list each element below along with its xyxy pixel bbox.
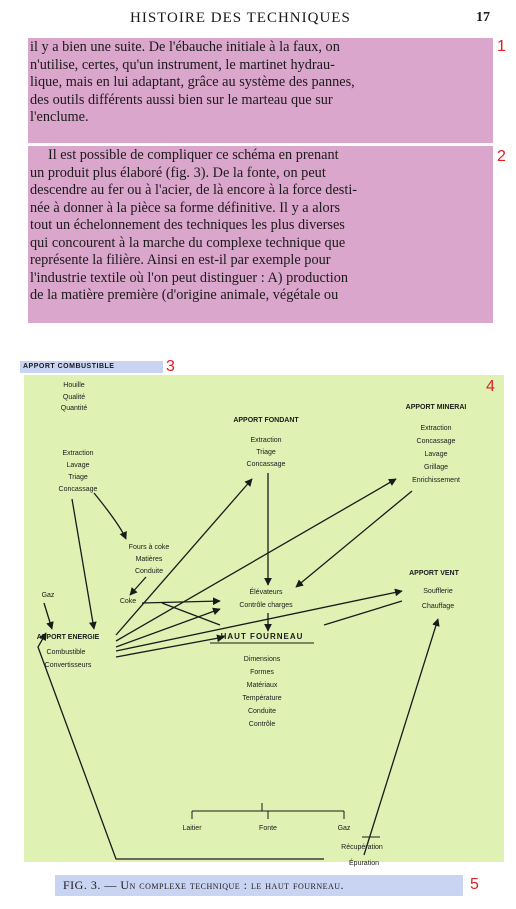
energie-item: Convertisseurs xyxy=(44,662,92,669)
mineral-title: APPORT MINERAI xyxy=(405,404,467,411)
mineral-item: Enrichissement xyxy=(412,477,460,484)
p2-line: Il est possible de compliquer ce schéma en prenant xyxy=(48,147,339,163)
p1-line: l'enclume. xyxy=(30,109,89,125)
hf-item: Conduite xyxy=(247,708,277,715)
region-marker-4: 4 xyxy=(486,378,495,395)
arrow-extraction-fours xyxy=(94,493,126,539)
fondant-item: Concassage xyxy=(246,461,286,468)
p2-line: un produit plus élaboré (fig. 3). De la fonte, on peut xyxy=(30,164,326,181)
figure-caption xyxy=(55,875,463,896)
paragraph-1-text xyxy=(28,38,493,128)
fondant-item: Extraction xyxy=(250,437,282,444)
mineral-item: Grillage xyxy=(423,464,449,471)
hf-item: Matériaux xyxy=(246,682,278,689)
extraction-item: Concassage xyxy=(58,486,98,493)
combustible-item: Qualité xyxy=(62,394,86,401)
arrow-fours-coke xyxy=(130,577,146,595)
region-marker-5: 5 xyxy=(470,876,479,893)
coke-label: Coke xyxy=(119,598,137,605)
mineral-item: Extraction xyxy=(420,425,452,432)
caption-text: Un complexe technique : le haut fourneau. xyxy=(120,878,345,892)
combustible-item: Quantité xyxy=(60,405,88,412)
p2-line: de la matière première (d'origine animale, végétale ou xyxy=(30,287,339,303)
elevateurs-item: Contrôle charges xyxy=(239,602,293,609)
hf-item: Formes xyxy=(250,669,274,676)
vent-item: Soufflerie xyxy=(423,588,453,595)
fours-item: Conduite xyxy=(134,568,164,575)
extraction-item: Lavage xyxy=(66,462,90,469)
gaz-left-label: Gaz xyxy=(41,592,55,599)
p2-line: qui concourent à la marche du complexe technique que xyxy=(30,234,346,251)
arrow-gaz-vent xyxy=(364,619,438,855)
hf-item: Contrôle xyxy=(248,721,276,728)
blast-furnace-diagram xyxy=(24,375,504,867)
arrow-gaz-energie xyxy=(44,603,52,629)
p1-line: il y a bien une suite. De l'ébauche initiale à la faux, on xyxy=(30,39,340,55)
fours-item: Matières xyxy=(135,556,163,563)
vent-title: APPORT VENT xyxy=(409,570,459,577)
p1-line: des outils différents aussi bien sur le marteau que sur xyxy=(30,91,333,108)
p2-line: représente la filière. Ainsi en est-il par exemple pour xyxy=(30,252,331,268)
output-laitier: Laitier xyxy=(182,825,202,832)
p2-line: descendre au fer ou à l'acier, de là encore à la force desti- xyxy=(30,182,358,198)
arrow-mineral-elevateurs xyxy=(296,491,412,587)
p1-line: n'utilise, certes, qu'un instrument, le martinet hydrau- xyxy=(30,56,335,73)
extraction-item: Extraction xyxy=(62,450,94,457)
paragraph-2-text xyxy=(28,146,493,306)
region-marker-1: 1 xyxy=(497,38,506,55)
running-title: HISTOIRE DES TECHNIQUES xyxy=(130,10,351,26)
mineral-item: Lavage xyxy=(424,451,448,458)
recuperation-label: Récupération xyxy=(341,844,383,851)
fondant-item: Triage xyxy=(256,449,276,456)
extraction-item: Triage xyxy=(68,474,88,481)
arrow-energie-elevateurs xyxy=(116,609,220,647)
energie-item: Combustible xyxy=(46,649,86,656)
p2-line: l'industrie textile où l'on peut distinguer : A) production xyxy=(30,269,349,286)
caption-prefix: FIG. 3. — xyxy=(63,878,121,892)
apport-combustible-label: APPORT COMBUSTIBLE xyxy=(20,361,163,373)
region-marker-2: 2 xyxy=(497,148,506,165)
output-gaz: Gaz xyxy=(337,825,351,832)
paragraph-1 xyxy=(28,38,493,143)
vent-item: Chauffage xyxy=(421,603,455,610)
hf-item: Dimensions xyxy=(243,656,281,663)
paragraph-2 xyxy=(28,146,493,323)
line-coke-hf xyxy=(162,603,220,625)
epuration-label: Épuration xyxy=(349,860,379,867)
arrow-energie-vent xyxy=(116,591,402,651)
combustible-item: Houille xyxy=(63,382,85,389)
hf-title: HAUT FOURNEAU xyxy=(220,632,304,641)
p2-line: née à donner à la pièce sa forme définitive. Il y a alors xyxy=(30,199,341,216)
diagram-svg xyxy=(24,375,504,867)
hf-item: Température xyxy=(242,695,282,702)
running-header xyxy=(0,8,516,30)
elevateurs-item: Élévateurs xyxy=(249,589,283,596)
fours-item: Fours à coke xyxy=(128,544,170,551)
fondant-title: APPORT FONDANT xyxy=(233,417,299,424)
energie-title: APPORT ENERGIE xyxy=(36,634,100,641)
mineral-item: Concassage xyxy=(416,438,456,445)
region-marker-3: 3 xyxy=(166,358,175,375)
arrow-extraction-energie xyxy=(72,499,94,629)
p2-line: tout un échelonnement des techniques les plus diverses xyxy=(30,217,345,233)
p1-line: lique, mais en lui adaptant, grâce au système des pannes, xyxy=(30,74,355,90)
page-number: 17 xyxy=(476,10,490,25)
output-fonte: Fonte xyxy=(259,825,277,832)
